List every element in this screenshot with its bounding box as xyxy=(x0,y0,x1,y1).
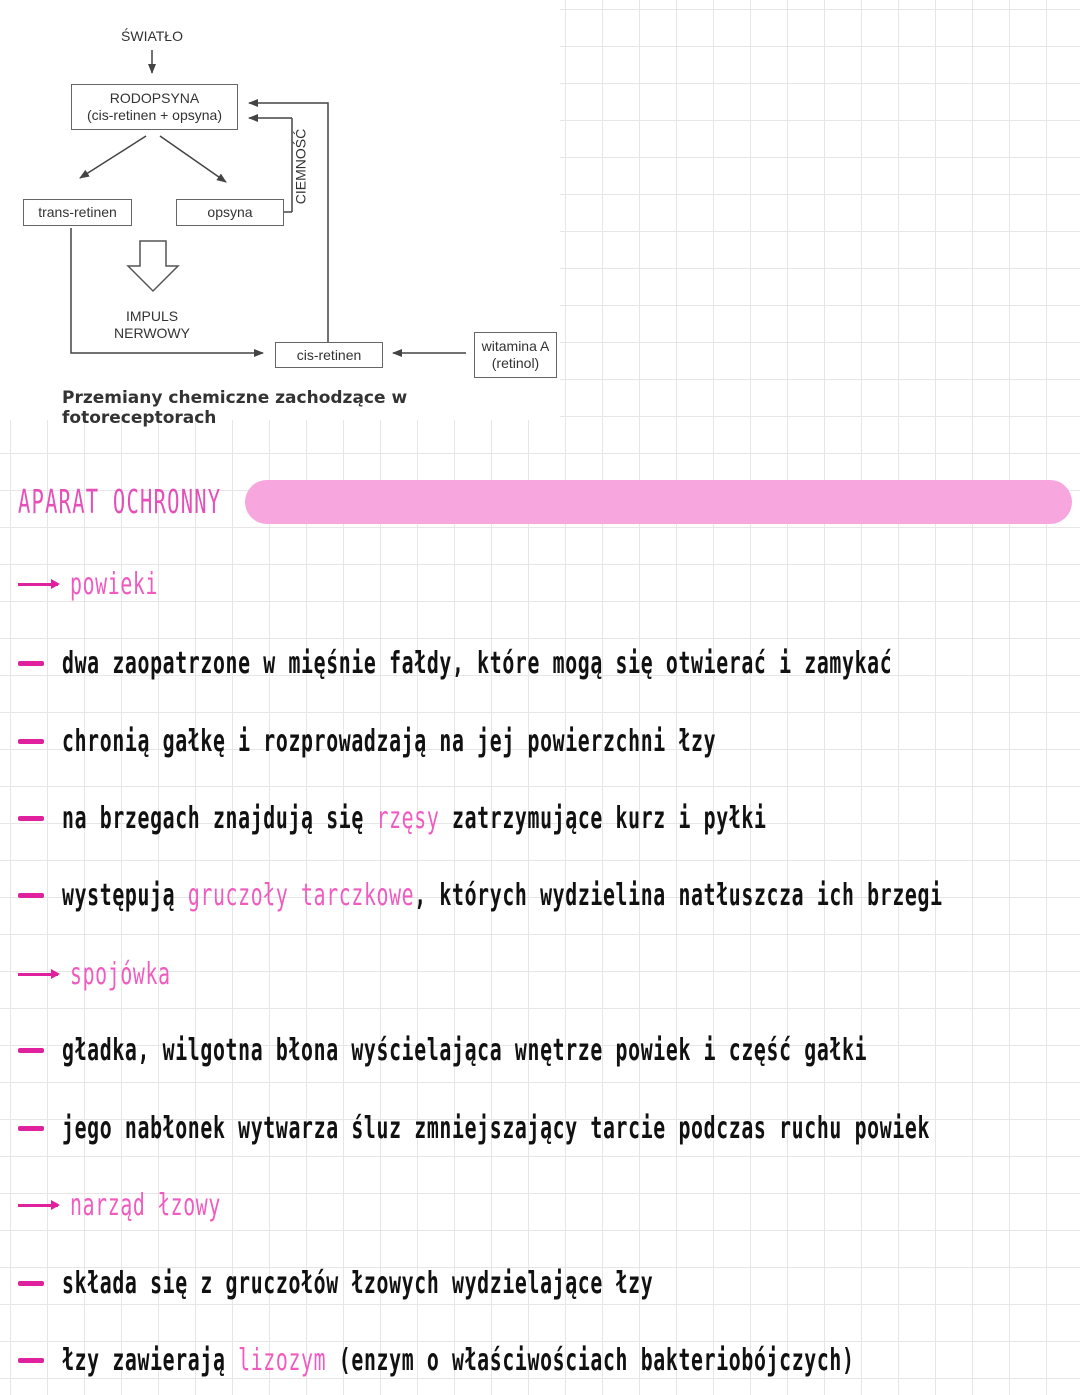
rhodopsin-box xyxy=(71,84,238,130)
dash-icon xyxy=(18,739,44,744)
note-text xyxy=(62,1111,930,1146)
trans-retinen-label: trans-retinen xyxy=(38,204,117,220)
arrow-right-icon xyxy=(18,973,58,976)
dash-icon xyxy=(18,1358,44,1363)
impulse-label-line1: IMPULS xyxy=(125,308,179,324)
light-label: ŚWIATŁO xyxy=(121,28,183,44)
note-text: narząd łzowy xyxy=(70,1187,221,1223)
dash-icon xyxy=(18,1048,44,1053)
dash-icon xyxy=(18,1126,44,1131)
impulse-label xyxy=(102,308,202,342)
photoreceptor-diagram xyxy=(0,0,560,428)
rhodopsin-sublabel: (cis-retinen + opsyna) xyxy=(86,107,222,123)
note-fragment: zatrzymujące kurz i pyłki xyxy=(439,800,767,836)
note-fragment: występują xyxy=(62,877,188,913)
note-text: spojówka xyxy=(70,956,171,992)
note-text xyxy=(62,801,767,836)
note-bullet xyxy=(18,1028,1080,1072)
note-text xyxy=(62,878,943,913)
section-title: APARAT OCHRONNY xyxy=(18,482,222,521)
note-fragment: gładka, wilgotna błona wyścielająca wnętrze powiek i część gałki xyxy=(62,1032,868,1068)
note-text xyxy=(62,724,716,759)
impulse-label-line2: NERWOWY xyxy=(114,325,190,341)
cis-retinen-box xyxy=(275,342,383,368)
title-highlight xyxy=(245,480,1072,524)
arrow-right-icon xyxy=(18,1204,58,1207)
opsin-label: opsyna xyxy=(207,204,253,220)
note-fragment: składa się z gruczołów łzowych wydzielające łzy xyxy=(62,1265,654,1301)
note-heading xyxy=(18,562,203,606)
note-fragment: (enzym o właściwościach bakteriobójczych) xyxy=(326,1342,855,1378)
note-heading xyxy=(18,1183,299,1227)
arrow-right-icon xyxy=(18,583,58,586)
highlighted-term: rzęsy xyxy=(376,800,440,836)
highlighted-term: gruczoły tarczkowe xyxy=(187,877,415,913)
note-bullet xyxy=(18,1338,1080,1382)
highlighted-term: lizozym xyxy=(238,1342,327,1378)
rhodopsin-label: RODOPSYNA xyxy=(109,90,200,106)
cis-retinen-label: cis-retinen xyxy=(296,347,362,363)
darkness-label: CIEMNOŚĆ xyxy=(292,128,309,205)
note-bullet xyxy=(18,873,1080,917)
note-bullet xyxy=(18,1106,1080,1150)
note-text xyxy=(62,1266,653,1301)
note-bullet xyxy=(18,796,1080,840)
trans-retinen-box xyxy=(23,199,132,226)
dash-icon xyxy=(18,661,44,666)
note-fragment: , których wydzielina natłuszcza ich brzegi xyxy=(414,877,943,913)
note-fragment: chronią gałkę i rozprowadzają na jej powierzchni łzy xyxy=(62,723,717,759)
vitamin-a-box xyxy=(474,332,557,378)
diagram-caption: Przemiany chemiczne zachodzące w fotoreceptorach xyxy=(62,388,408,428)
note-fragment: dwa zaopatrzone w mięśnie fałdy, które mogą się otwierać i zamykać xyxy=(62,645,893,681)
to-trans-arrow xyxy=(80,136,146,178)
note-fragment: na brzegach znajdują się xyxy=(62,800,377,836)
dash-icon xyxy=(18,816,44,821)
retinol-label: (retinol) xyxy=(491,355,540,371)
dash-icon xyxy=(18,1281,44,1286)
dash-icon xyxy=(18,893,44,898)
impulse-arrow xyxy=(128,241,178,291)
note-bullet xyxy=(18,641,1080,685)
note-text: powieki xyxy=(70,566,159,602)
note-bullet xyxy=(18,1261,958,1305)
vitamin-a-label: witamina A xyxy=(481,338,550,354)
note-text xyxy=(62,1343,855,1378)
note-fragment: jego nabłonek wytwarza śluz zmniejszający tarcie podczas ruchu powiek xyxy=(62,1110,931,1146)
note-heading xyxy=(18,952,223,996)
note-text xyxy=(62,1033,867,1068)
note-fragment: łzy zawierają xyxy=(62,1342,239,1378)
note-text xyxy=(62,646,892,681)
note-bullet xyxy=(18,719,1053,763)
opsin-box xyxy=(176,199,284,226)
to-opsin-arrow xyxy=(160,136,226,182)
